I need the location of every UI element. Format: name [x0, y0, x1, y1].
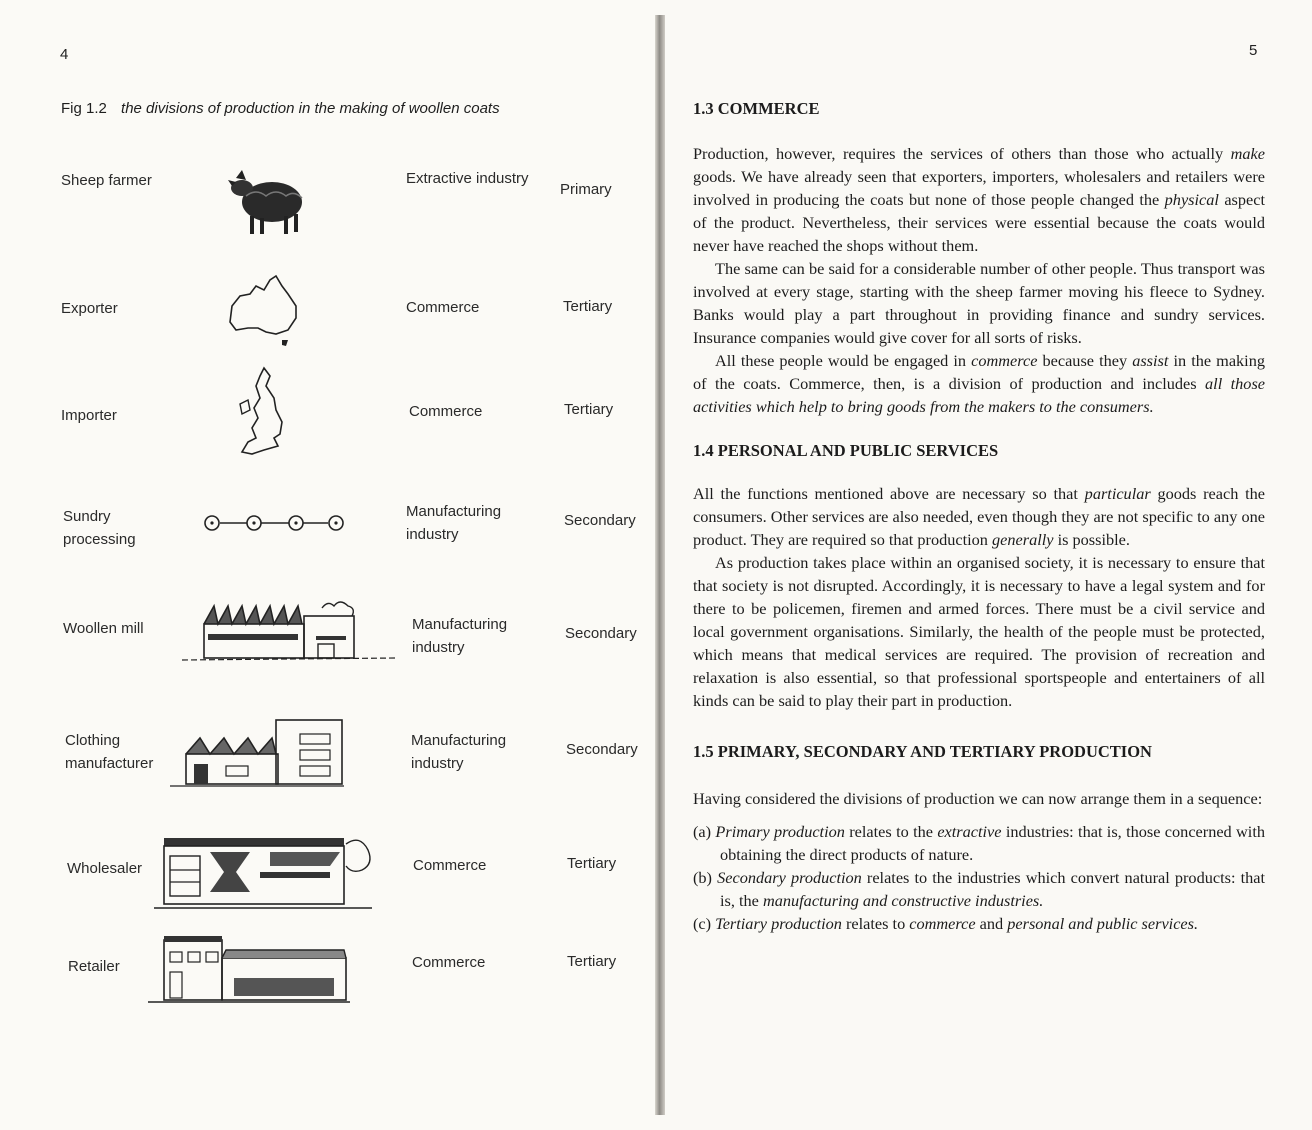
heading-primary-secondary-tertiary: 1.5 PRIMARY, SECONDARY AND TERTIARY PRODUCTION: [693, 742, 1152, 761]
list-item-secondary: (b) Secondary production relates to the industries which convert natural products: that is, the manufacturing and constructive industries.: [693, 868, 1265, 910]
row-industry-clothing-manufacturer: Manufacturing industry: [411, 732, 507, 772]
row-industry-exporter: Commerce: [406, 299, 480, 316]
figure-title: the divisions of production in the making of woollen coats: [121, 100, 500, 117]
row-label-exporter: Exporter: [61, 300, 118, 317]
row-sector-retailer: Tertiary: [567, 953, 617, 970]
factory-building-icon: [166, 714, 348, 794]
row-label-woollen-mill: Woollen mill: [63, 620, 144, 637]
row-sector-exporter: Tertiary: [563, 298, 613, 315]
row-industry-importer: Commerce: [409, 403, 483, 420]
mill-building-icon: [172, 596, 402, 668]
book-gutter: [655, 15, 665, 1115]
paragraph-sequence-intro: Having considered the divisions of production we can now arrange them in a sequence:: [693, 789, 1263, 808]
paragraph-services-2: As production takes place within an organised society, it is necessary to ensure that that society is not disrupted. Accordingly, it is necessary to have a legal system and for there to be policemen, firemen and armed forces. There must be a civil service and local government organisations. Similarly, the health of the people must be protected, which means that medical services are required. The provision of recreation and relaxation is also essential, so that professional sportspeople and entertainers of all kinds can be said to play their part in production.: [693, 553, 1265, 710]
uk-map-icon: [234, 364, 286, 460]
row-sector-wholesaler: Tertiary: [567, 855, 617, 872]
figure-caption: [61, 100, 621, 117]
row-label-clothing-manufacturer: Clothing manufacturer: [65, 732, 154, 772]
australia-map-icon: [226, 272, 302, 350]
paragraph-commerce-2: The same can be said for a considerable number of other people. Thus transport was involved at every stage, starting with the sheep farmer moving his fleece to Sydney. Banks would play a part throughout in providing finance and sundry services. Insurance companies would give cover for all sorts of risks.: [693, 259, 1265, 347]
row-label-retailer: Retailer: [68, 958, 120, 975]
row-sector-sundry-processing: Secondary: [564, 512, 636, 529]
heading-personal-public-services: 1.4 PERSONAL AND PUBLIC SERVICES: [693, 441, 999, 460]
row-sector-clothing-manufacturer: Secondary: [566, 741, 638, 758]
paragraph-commerce-3: All these people would be engaged in commerce because they assist in the making of the coats. Commerce, then, is a division of production and includes all those activities which help to bring goods from the makers to the consumers.: [693, 351, 1266, 416]
row-label-wholesaler: Wholesaler: [67, 860, 143, 877]
paragraph-services-1: All the functions mentioned above are necessary so that particular goods reach the consumers. Other services are also needed, even though they are not specific to any one product. They are required so that production generally is possible.: [693, 484, 1265, 549]
row-sector-woollen-mill: Secondary: [565, 625, 637, 642]
row-industry-sundry-processing: Manufacturing industry: [406, 503, 502, 543]
paragraph-commerce-1: Production, however, requires the services of others than those who actually make goods. We have already seen that exporters, importers, wholesalers and retailers were involved in producing the coats but none of those people changed the physical aspect of the product. Nevertheless, their services were essential because the coats would never have reached the shops without them.: [693, 144, 1265, 255]
page-number-right: 5: [1249, 42, 1258, 59]
process-chain-icon: [202, 511, 348, 535]
row-industry-wholesaler: Commerce: [413, 857, 487, 874]
warehouse-building-icon: [150, 832, 376, 914]
row-label-sundry-processing: Sundry processing: [63, 508, 136, 548]
row-industry-sheep-farmer: Extractive industry: [406, 170, 529, 187]
list-item-primary: (a) Primary production relates to the extractive industries: that is, those concerned with obtaining the direct products of nature.: [693, 822, 1265, 864]
row-sector-sheep-farmer: Primary: [560, 181, 612, 198]
shop-building-icon: [144, 932, 354, 1014]
list-item-tertiary: (c) Tertiary production relates to commerce and personal and public services.: [693, 914, 1199, 933]
right-page-text: [693, 97, 1265, 935]
row-sector-importer: Tertiary: [564, 401, 614, 418]
page-number-left: 4: [60, 46, 69, 63]
row-industry-retailer: Commerce: [412, 954, 486, 971]
row-industry-woollen-mill: Manufacturing industry: [412, 616, 508, 656]
figure-number: Fig 1.2: [61, 100, 107, 117]
row-label-importer: Importer: [61, 407, 117, 424]
row-label-sheep-farmer: Sheep farmer: [61, 172, 152, 189]
heading-commerce: 1.3 COMMERCE: [693, 99, 820, 118]
sheep-icon: [226, 166, 308, 238]
